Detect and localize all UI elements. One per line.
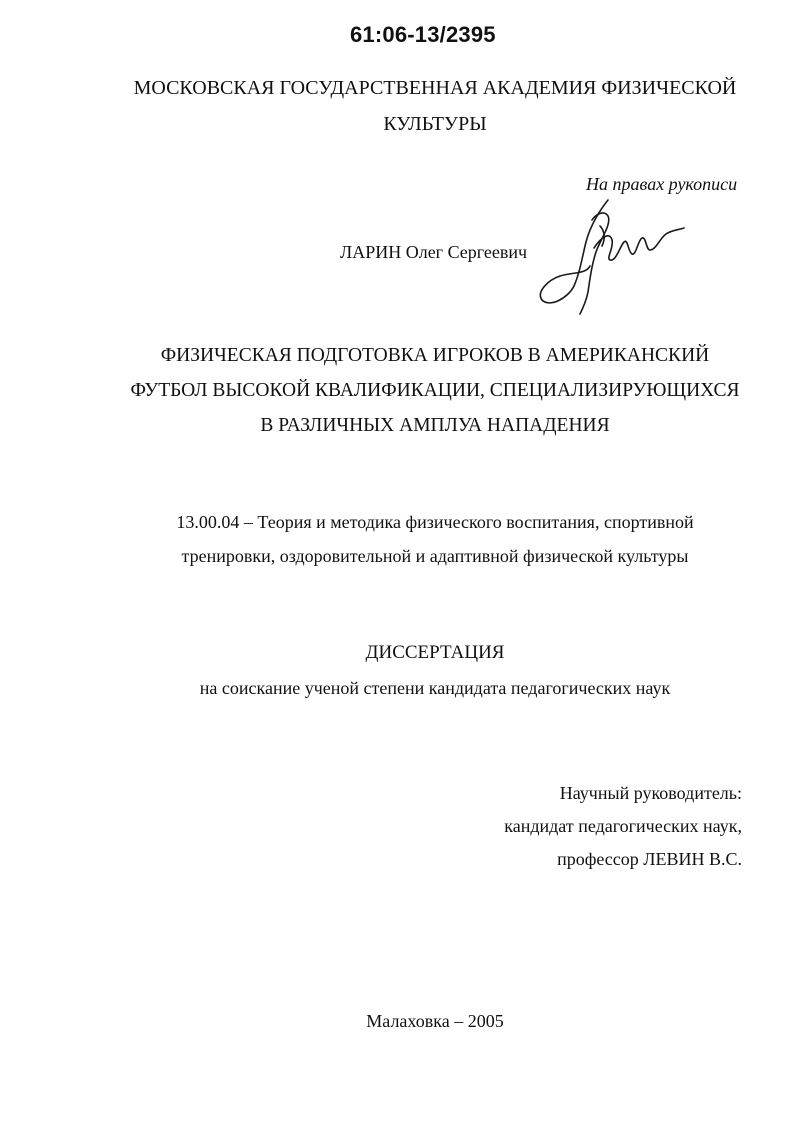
title-line-1: ФИЗИЧЕСКАЯ ПОДГОТОВКА ИГРОКОВ В АМЕРИКАНСКИЙ bbox=[160, 345, 710, 366]
institution-name bbox=[120, 70, 750, 142]
supervisor-line-1: Научный руководитель: bbox=[559, 783, 742, 803]
institution-line-2: КУЛЬТУРЫ bbox=[383, 113, 487, 135]
author-name: ЛАРИН Олег Сергеевич bbox=[340, 242, 528, 262]
supervisor-block bbox=[504, 777, 742, 876]
handwritten-signature bbox=[530, 196, 690, 316]
institution-line-1: МОСКОВСКАЯ ГОСУДАРСТВЕННАЯ АКАДЕМИЯ ФИЗИЧЕСКОЙ bbox=[133, 77, 737, 99]
title-line-2: ФУТБОЛ ВЫСОКОЙ КВАЛИФИКАЦИИ, СПЕЦИАЛИЗИРУЮЩИХСЯ bbox=[130, 380, 740, 401]
specialty-line-1: 13.00.04 – Теория и методика физического воспитания, спортивной bbox=[176, 512, 694, 532]
dissertation-title bbox=[120, 338, 750, 443]
rights-note: На правах рукописи bbox=[586, 174, 738, 194]
supervisor-line-3: профессор ЛЕВИН В.С. bbox=[557, 849, 742, 869]
degree-statement: на соискание ученой степени кандидата педагогических наук bbox=[199, 678, 671, 698]
place-and-year: Малаховка – 2005 bbox=[366, 1011, 504, 1031]
supervisor-line-2: кандидат педагогических наук, bbox=[504, 816, 742, 836]
specialty-line-2: тренировки, оздоровительной и адаптивной физической культуры bbox=[181, 546, 689, 566]
specialty-code bbox=[120, 505, 750, 573]
title-line-3: В РАЗЛИЧНЫХ АМПЛУА НАПАДЕНИЯ bbox=[260, 415, 610, 436]
catalog-number: 61:06-13/2395 bbox=[350, 22, 496, 47]
document-type: ДИССЕРТАЦИЯ bbox=[365, 642, 505, 663]
